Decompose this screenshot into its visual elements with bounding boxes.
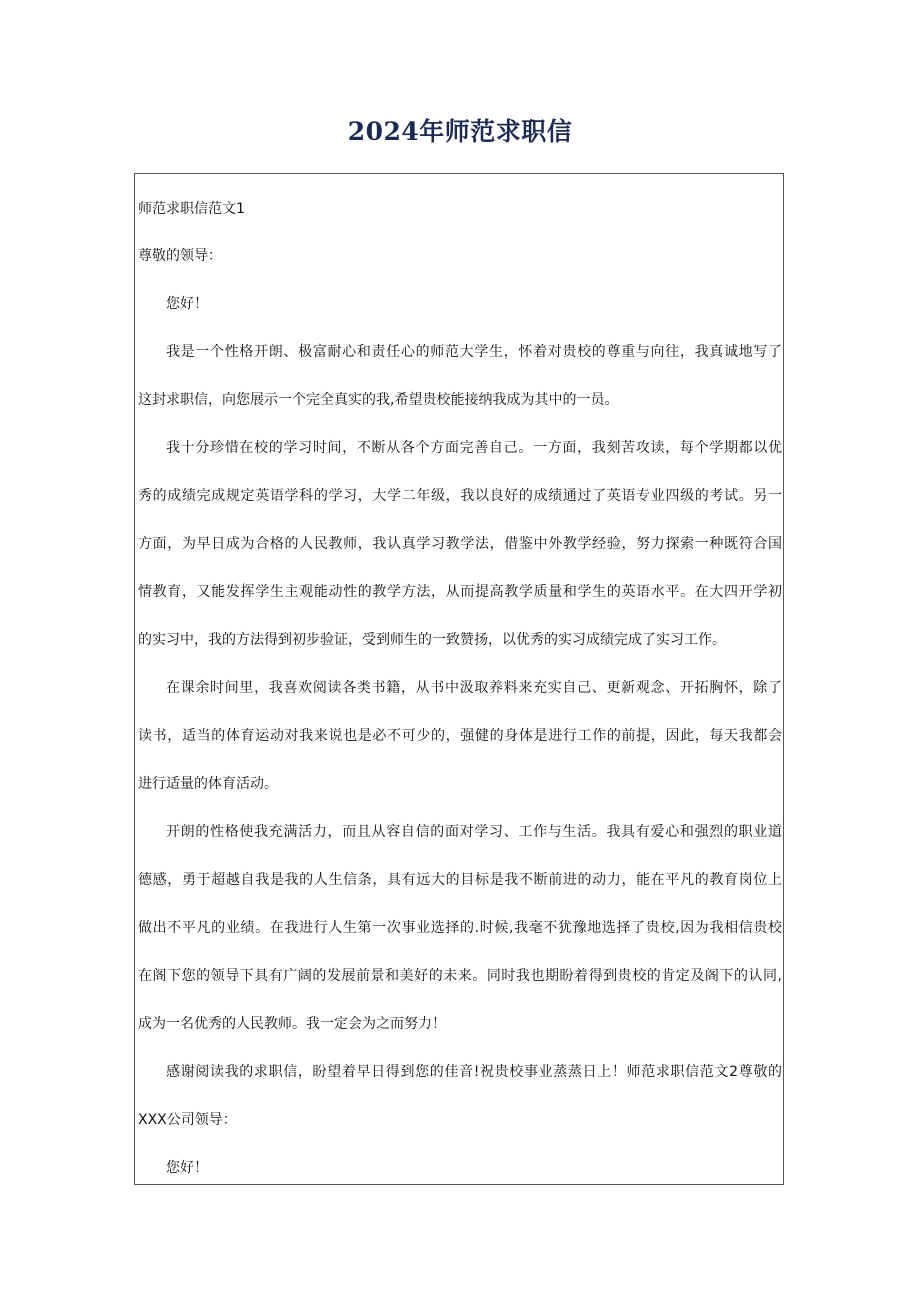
text-line: 在课余时间里，我喜欢阅读各类书籍，从书中汲取养料来充实自己、更新观念、开拓胸怀，除了 xyxy=(166,680,782,696)
text-line: 成为一名优秀的人民教师。我一定会为之而努力！ xyxy=(138,1016,446,1032)
text-line: 我是一个性格开朗、极富耐心和责任心的师范大学生，怀着对贵校的尊重与向往，我真诚地写了 xyxy=(166,344,782,360)
text-line: 进行适量的体育活动。 xyxy=(138,776,278,792)
salutation: XXX公司领导： xyxy=(138,1112,237,1128)
text-line: 方面，为早日成为合格的人民教师，我认真学习教学法，借鉴中外教学经验，努力探索一种既符合国 xyxy=(138,536,782,552)
text-line: 我十分珍惜在校的学习时间，不断从各个方面完善自己。一方面，我刻苦攻读，每个学期都以优 xyxy=(166,440,782,456)
section-heading: 师范求职信范文1 xyxy=(138,201,245,217)
text-line: 情教育，又能发挥学生主观能动性的教学方法，从而提高教学质量和学生的英语水平。在大四开学初 xyxy=(138,584,782,600)
text-line: 秀的成绩完成规定英语学科的学习，大学二年级，我以良好的成绩通过了英语专业四级的考试。另一 xyxy=(138,488,782,504)
greeting: 您好！ xyxy=(166,296,208,312)
page-title: 2024年师范求职信 xyxy=(347,117,573,146)
letter-body xyxy=(134,173,784,1185)
text-line: 德感，勇于超越自我是我的人生信条，具有远大的目标是我不断前进的动力，能在平凡的教育岗位上 xyxy=(138,872,782,888)
text-line: 做出不平凡的业绩。在我进行人生第一次事业选择的.时候,我毫不犹豫地选择了贵校,因为我相信贵校 xyxy=(138,920,782,936)
text-line: 开朗的性格使我充满活力，而且从容自信的面对学习、工作与生活。我具有爱心和强烈的职业道 xyxy=(166,824,782,840)
text-line: 的实习中，我的方法得到初步验证，受到师生的一致赞扬，以优秀的实习成绩完成了实习工作。 xyxy=(138,632,726,648)
text-line: 这封求职信，向您展示一个完全真实的我,希望贵校能接纳我成为其中的一员。 xyxy=(138,392,619,408)
text-line: 感谢阅读我的求职信，盼望着早日得到您的佳音!祝贵校事业蒸蒸日上！师范求职信范文2尊敬的 xyxy=(166,1064,782,1080)
text-line: 在阁下您的领导下具有广阔的发展前景和美好的未来。同时我也期盼着得到贵校的肯定及阁下的认同, xyxy=(138,968,782,984)
text-line: 读书，适当的体育运动对我来说也是必不可少的，强健的身体是进行工作的前提，因此，每天我都会 xyxy=(138,728,782,744)
greeting: 您好！ xyxy=(166,1160,208,1176)
salutation: 尊敬的领导： xyxy=(138,248,222,264)
